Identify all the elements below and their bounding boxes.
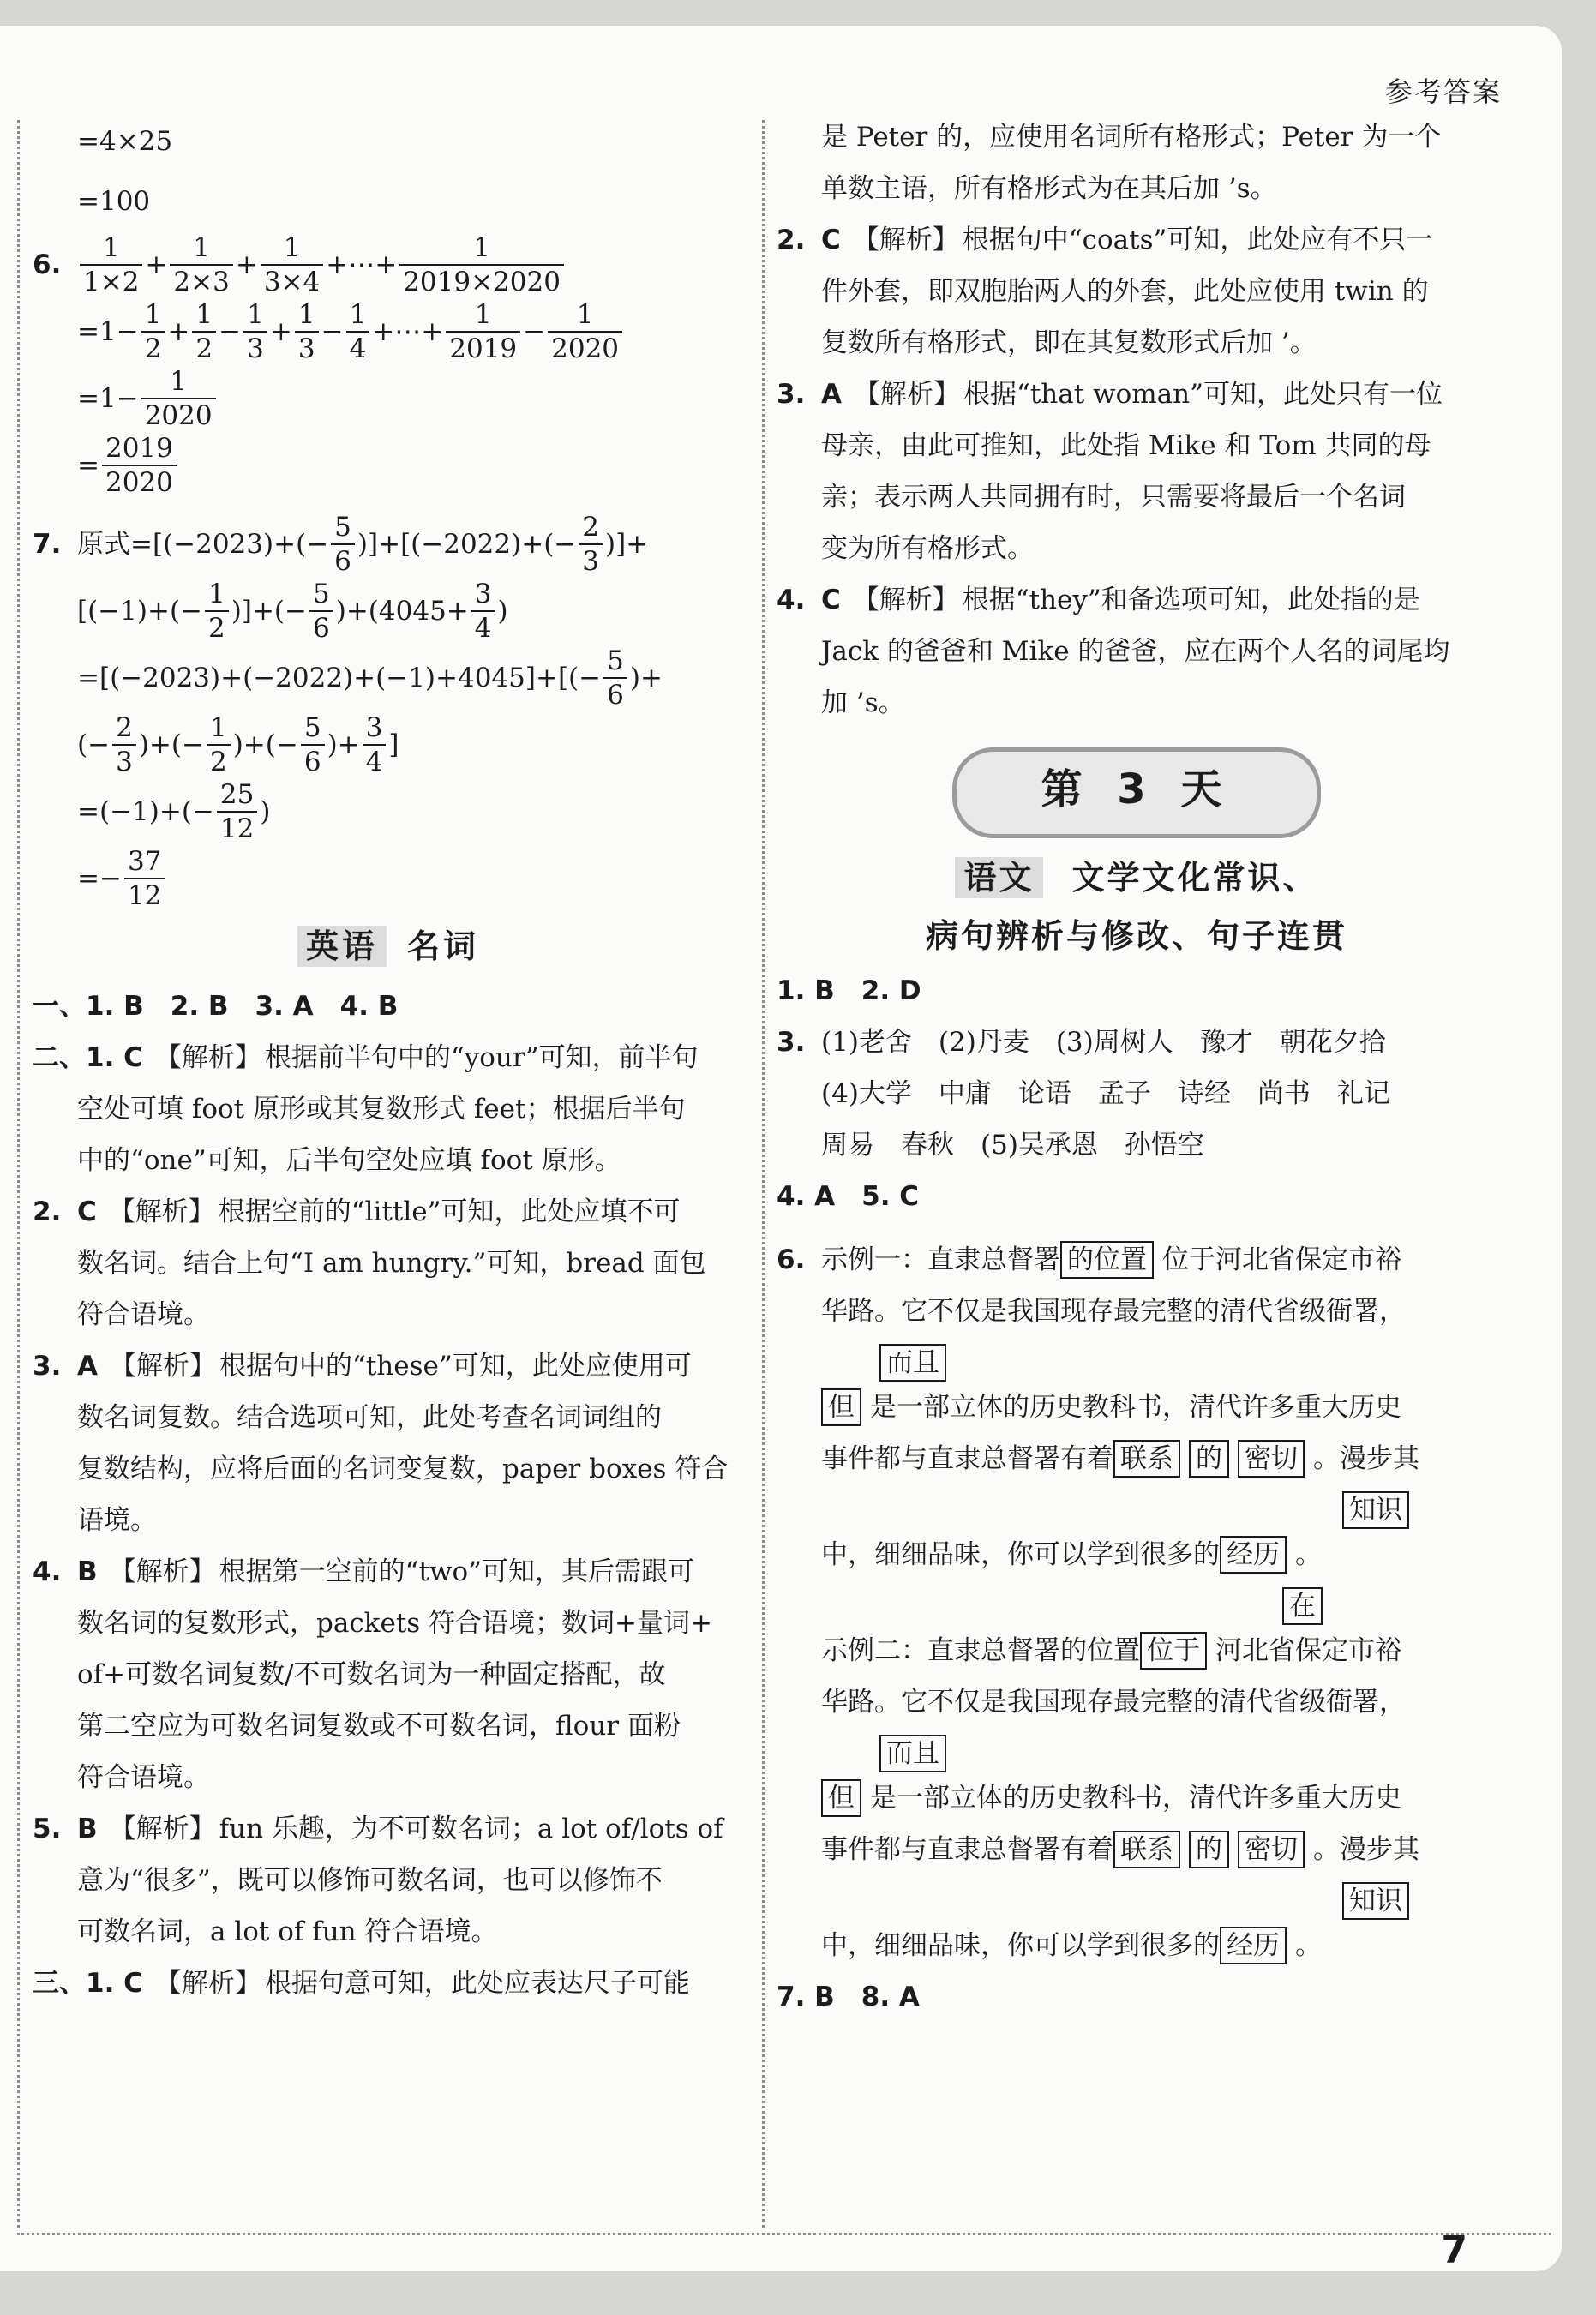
- answer-line: 空处可填 foot 原形或其复数形式 feet；根据后半句: [77, 1094, 686, 1125]
- answer-line: 数名词复数。结合选项可知，此处考查名词词组的: [77, 1402, 662, 1433]
- correction-box: 联系: [1113, 1831, 1180, 1868]
- left-margin-rule: [17, 120, 20, 2228]
- q6-step3: = $\frac{2019}{2020}$: [33, 432, 744, 499]
- fraction: $\frac{1}{2}$: [207, 711, 231, 778]
- correction-box: 但: [821, 1388, 861, 1426]
- answer-line: 3. (1)老舍 (2)丹麦 (3)周树人 豫才 朝花夕拾: [777, 1027, 1386, 1058]
- chinese-section-subtitle: 病句辨析与修改、句子连贯: [925, 917, 1347, 955]
- q7-line1: 7. 原式=[(−2023)+(− $\frac{5}{6}$ )]+[(−2022)+(− $\frac{2}{3}$ )]+: [33, 512, 649, 577]
- insertion-mark: 而且: [777, 1337, 1497, 1382]
- math-line: =4×25: [77, 126, 173, 157]
- correction-box: 位于: [1140, 1632, 1207, 1670]
- answer-line: 符合语境。: [77, 1299, 210, 1330]
- fraction: $\frac{2019}{2020}$: [102, 432, 177, 499]
- answer-line: 4. B 【解析】 根据第一空前的“two”可知，其后需跟可: [33, 1556, 694, 1587]
- answer-line: 复数所有格形式，即在其复数形式后加 ’。: [821, 327, 1317, 358]
- english-section-title: 英语 名词: [33, 921, 744, 972]
- question-number: 6.: [33, 249, 62, 280]
- answer-line: 中，细细品味，你可以学到很多的 经历 。: [777, 1529, 1497, 1580]
- answer-line: 但 是一部立体的历史教科书，清代许多重大历史: [777, 1382, 1497, 1433]
- fraction: $\frac{1}{1\times 2}$: [80, 231, 142, 298]
- correction-box: 密切: [1238, 1831, 1305, 1868]
- answer-line: 三、1. C 【解析】 根据句意可知，此处应表达尺子可能: [33, 1968, 690, 1999]
- fraction: $\frac{3}{4}$: [363, 711, 387, 778]
- fraction: $\frac{5}{6}$: [309, 578, 333, 645]
- fraction: $\frac{1}{2}$: [192, 298, 216, 365]
- answer-line: 6. 示例一：直隶总督署 的位置 位于河北省保定市裕: [777, 1234, 1497, 1286]
- answer-line: 华路。它不仅是我国现存最完整的清代省级衙署，: [821, 1296, 1406, 1327]
- insertion-mark: 而且: [777, 1728, 1497, 1772]
- answer-line: 件外套，即双胞胎两人的外套，此处应使用 twin 的: [821, 276, 1429, 307]
- answer-line: 2. C 【解析】 根据空前的“little”可知，此处应填不可: [33, 1196, 681, 1227]
- fraction: $\frac{5}{6}$: [603, 645, 627, 711]
- answer-line: 符合语境。: [77, 1762, 210, 1793]
- correction-box: 的: [1189, 1831, 1229, 1868]
- answer-line: 语境。: [77, 1505, 157, 1536]
- answer-line: 3. A 【解析】 根据句中的“these”可知，此处应使用可: [33, 1351, 692, 1382]
- q7-line2: [(−1)+(− $\frac{1}{2}$ )]+(− $\frac{5}{6}$ )+(4045+ $\frac{3}{4}$ ): [77, 579, 508, 644]
- fraction: $\frac{1}{3}$: [295, 298, 319, 365]
- subject-badge: 英语: [297, 926, 387, 967]
- insertion-mark: 知识: [777, 1484, 1497, 1529]
- question-number: 7.: [33, 529, 62, 560]
- correction-box: 但: [821, 1779, 861, 1817]
- fraction: $\frac{2}{3}$: [579, 511, 603, 578]
- fraction: $\frac{5}{6}$: [301, 711, 325, 778]
- answer-line: 3. A 【解析】 根据“that woman”可知，此处只有一位: [777, 379, 1443, 410]
- column-divider: [762, 120, 765, 2228]
- answer-line: 复数结构，应将后面的名词变复数，paper boxes 符合: [77, 1454, 729, 1484]
- correction-box: 的位置: [1060, 1241, 1154, 1279]
- answer-line: 母亲，由此可推知，此处指 Mike 和 Tom 共同的母: [821, 430, 1431, 461]
- answer-line: 亲；表示两人共同拥有时，只需要将最后一个名词: [821, 482, 1406, 513]
- fraction: $\frac{3}{4}$: [471, 578, 495, 645]
- fraction: $\frac{1}{2020}$: [141, 365, 216, 432]
- insertion-mark: 知识: [777, 1875, 1497, 1920]
- answer-line: 可数名词，a lot of fun 符合语境。: [77, 1916, 498, 1947]
- chinese-section-title: 语文 文学文化常识、: [777, 849, 1497, 907]
- answer-line: 变为所有格形式。: [821, 533, 1034, 564]
- answer-line: 意为“很多”，既可以修饰可数名词，也可以修饰不: [77, 1865, 663, 1896]
- q7-line5: =(−1)+(− $\frac{25}{12}$ ): [77, 779, 271, 844]
- correction-box: 联系: [1113, 1440, 1180, 1478]
- answer-line: 周易 春秋 (5)吴承恩 孙悟空: [821, 1130, 1204, 1160]
- answer-line: 单数主语，所有格形式为在其后加 ’s。: [821, 173, 1277, 204]
- left-column: [33, 111, 744, 2009]
- correction-box: 密切: [1238, 1440, 1305, 1478]
- answer-line: 华路。它不仅是我国现存最完整的清代省级衙署，: [821, 1687, 1406, 1718]
- fraction: $\frac{1}{2019\times 2020}$: [399, 231, 564, 298]
- answer-line: 二、1. C 【解析】 根据前半句中的“your”可知，前半句: [33, 1042, 699, 1073]
- answer-line: 2. C 【解析】 根据句中“coats”可知，此处应有不只一: [777, 225, 1433, 255]
- answer-line: of+可数名词复数/不可数名词为一种固定搭配，故: [77, 1659, 666, 1690]
- answer-line: 数名词。结合上句“I am hungry.”可知，bread 面包: [77, 1248, 706, 1279]
- answer-line: 第二空应为可数名词复数或不可数名词，flour 面粉: [77, 1711, 681, 1742]
- answer-line: 4. C 【解析】 根据“they”和备选项可知，此处指的是: [777, 585, 1420, 615]
- q6-step1: =1− $\frac{1}{2}$ + $\frac{1}{2}$ − $\frac{1}{3}$ + $\frac{1}{3}$ − $\frac{1}{4}$ +⋯+ $\frac{1}{2019}$ − $\frac{1}{2020}$: [33, 298, 744, 365]
- answer-line: 一、1. B 2. B 3. A 4. B: [33, 991, 399, 1022]
- answer-line: 是 Peter 的，应使用名词所有格形式；Peter 为一个: [821, 122, 1442, 153]
- answer-line: 事件都与直隶总督署有着 联系 的 密切 。漫步其: [777, 1824, 1497, 1875]
- fraction: $\frac{1}{2020}$: [548, 298, 622, 365]
- fraction: $\frac{37}{12}$: [124, 845, 165, 912]
- answer-line: 1. B 2. D: [777, 975, 921, 1006]
- q7-line3: =[(−2023)+(−2022)+(−1)+4045]+[(− $\frac{5}{6}$ )+: [77, 645, 663, 711]
- q7-line4: (− $\frac{2}{3}$ )+(− $\frac{1}{2}$ )+(− $\frac{5}{6}$ )+ $\frac{3}{4}$ ]: [77, 712, 399, 777]
- correction-box: 的: [1189, 1440, 1229, 1478]
- right-column: [777, 111, 1497, 2023]
- fraction: $\frac{1}{2}$: [205, 578, 229, 645]
- q6-step2: =1− $\frac{1}{2020}$: [33, 365, 744, 432]
- answer-line: 中的“one”可知，后半句空处应填 foot 原形。: [77, 1145, 621, 1176]
- insertion-mark: 在: [777, 1580, 1497, 1625]
- correction-box: 经历: [1220, 1536, 1287, 1574]
- fraction: $\frac{25}{12}$: [217, 778, 257, 845]
- fraction: $\frac{1}{2019}$: [446, 298, 520, 365]
- fraction: $\frac{1}{4}$: [346, 298, 370, 365]
- fraction: $\frac{1}{2\times 3}$: [170, 231, 232, 298]
- q7-line6: =− $\frac{37}{12}$: [33, 845, 744, 912]
- header-label: 参考答案: [1384, 75, 1502, 108]
- answer-line: 示例二：直隶总督署的位置 位于 河北省保定市裕: [777, 1625, 1497, 1676]
- answer-line: (4)大学 中庸 论语 孟子 诗经 尚书 礼记: [821, 1078, 1390, 1109]
- correction-box: 经历: [1220, 1927, 1287, 1964]
- answer-line: Jack 的爸爸和 Mike 的爸爸，应在两个人名的词尾均: [821, 636, 1450, 667]
- fraction: $\frac{1}{3\times 4}$: [261, 231, 323, 298]
- page-number: 7: [1441, 2228, 1467, 2272]
- q6-expression: 6. $\frac{1}{1\times 2}$ + $\frac{1}{2\times 3}$ + $\frac{1}{3\times 4}$ +⋯+ $\frac{1}{2019\times 2020}$: [33, 231, 744, 298]
- fraction: $\frac{5}{6}$: [331, 511, 355, 578]
- answer-line: 加 ’s。: [821, 687, 905, 718]
- answer-line: 事件都与直隶总督署有着 联系 的 密切 。漫步其: [777, 1433, 1497, 1484]
- subject-badge: 语文: [955, 857, 1042, 898]
- fraction: $\frac{2}{3}$: [112, 711, 136, 778]
- day-badge: 第 3 天: [952, 747, 1321, 838]
- answer-line: 中，细细品味，你可以学到很多的 经历 。: [777, 1920, 1497, 1971]
- fraction: $\frac{1}{3}$: [243, 298, 267, 365]
- answer-line: 数名词的复数形式，packets 符合语境；数词+量词+: [77, 1608, 712, 1639]
- answer-line: 4. A 5. C: [777, 1181, 920, 1212]
- answer-line: 7. B 8. A: [777, 1982, 920, 2012]
- fraction: $\frac{1}{2}$: [141, 298, 165, 365]
- answer-line: 5. B 【解析】 fun 乐趣，为不可数名词；a lot of/lots of: [33, 1814, 723, 1844]
- bottom-rule: [17, 2233, 1551, 2235]
- answer-line: 但 是一部立体的历史教科书，清代许多重大历史: [777, 1772, 1497, 1824]
- math-line: =100: [77, 186, 151, 217]
